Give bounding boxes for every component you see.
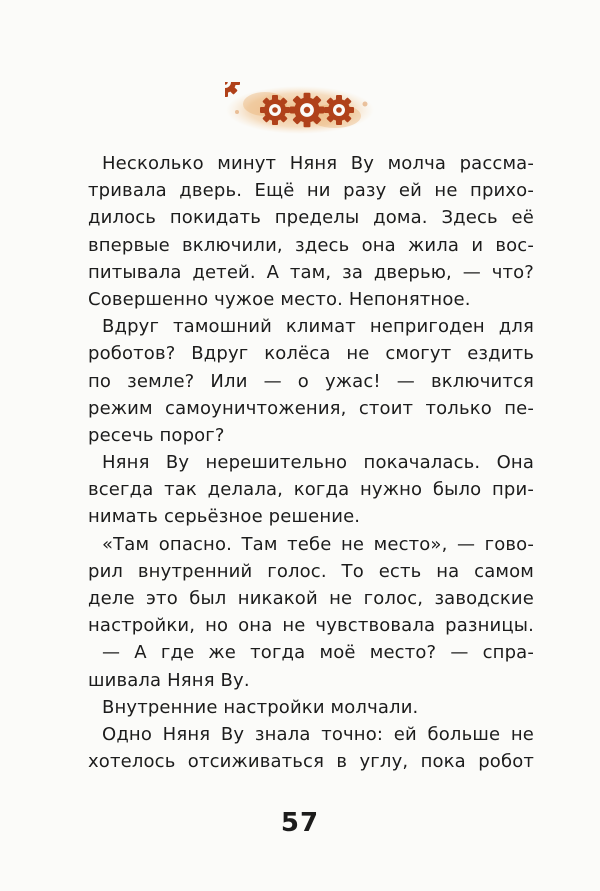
gear-icon-left xyxy=(260,95,290,125)
body-text xyxy=(88,150,534,775)
text-line: режим самоуничтожения, стоит только пе- xyxy=(88,397,534,419)
text-line: деле это был никакой не голос, заводские xyxy=(88,588,534,609)
text-line: «Там опасно. Там тебе не место», — гово- xyxy=(102,533,534,555)
gear-icon-right xyxy=(324,95,354,125)
gear-icon-center xyxy=(290,93,325,128)
text-line: по земле? Или — о ужас! — включится xyxy=(88,370,534,392)
text-line: Несколько минут Няня Ву молча рассма- xyxy=(102,153,534,174)
text-line: Вдруг тамошний климат непригоден для xyxy=(102,316,534,338)
text-line: нимать серьёзное решение. xyxy=(88,506,361,528)
text-line: роботов? Вдруг колёса не смогут ездить xyxy=(88,343,534,365)
text-line: хотелось отсиживаться в углу, пока робот xyxy=(88,751,534,773)
text-line: дилось покидать пределы дома. Здесь её xyxy=(88,207,534,229)
page-number: 57 xyxy=(280,808,320,838)
text-line: настройки, но она не чувствовала разницы. xyxy=(88,615,534,637)
gear-icon xyxy=(225,82,240,97)
text-line: ресечь порог? xyxy=(88,424,225,446)
text-line: Одно Няня Ву знала точно: ей больше не xyxy=(102,723,534,745)
text-line: всегда так делала, когда нужно было при- xyxy=(88,479,534,501)
text-line: рил внутренний голос. То есть на самом xyxy=(88,560,534,582)
text-line: Няня Ву нерешительно покачалась. Она xyxy=(102,452,534,474)
text-line: Совершенно чужое место. Непонятное. xyxy=(88,288,471,310)
text-line: Внутренние настройки молчали. xyxy=(102,696,419,718)
text-line: — А где же тогда моё место? — спра- xyxy=(102,642,534,664)
text-line: питывала детей. А там, за дверью, — что? xyxy=(88,261,534,283)
text-line: впервые включили, здесь она жила и вос- xyxy=(88,234,534,256)
text-line: тривала дверь. Ещё ни разу ей не прихо- xyxy=(88,180,534,202)
gears-ornament-icon xyxy=(225,82,375,138)
text-line: шивала Няня Ву. xyxy=(88,669,250,691)
